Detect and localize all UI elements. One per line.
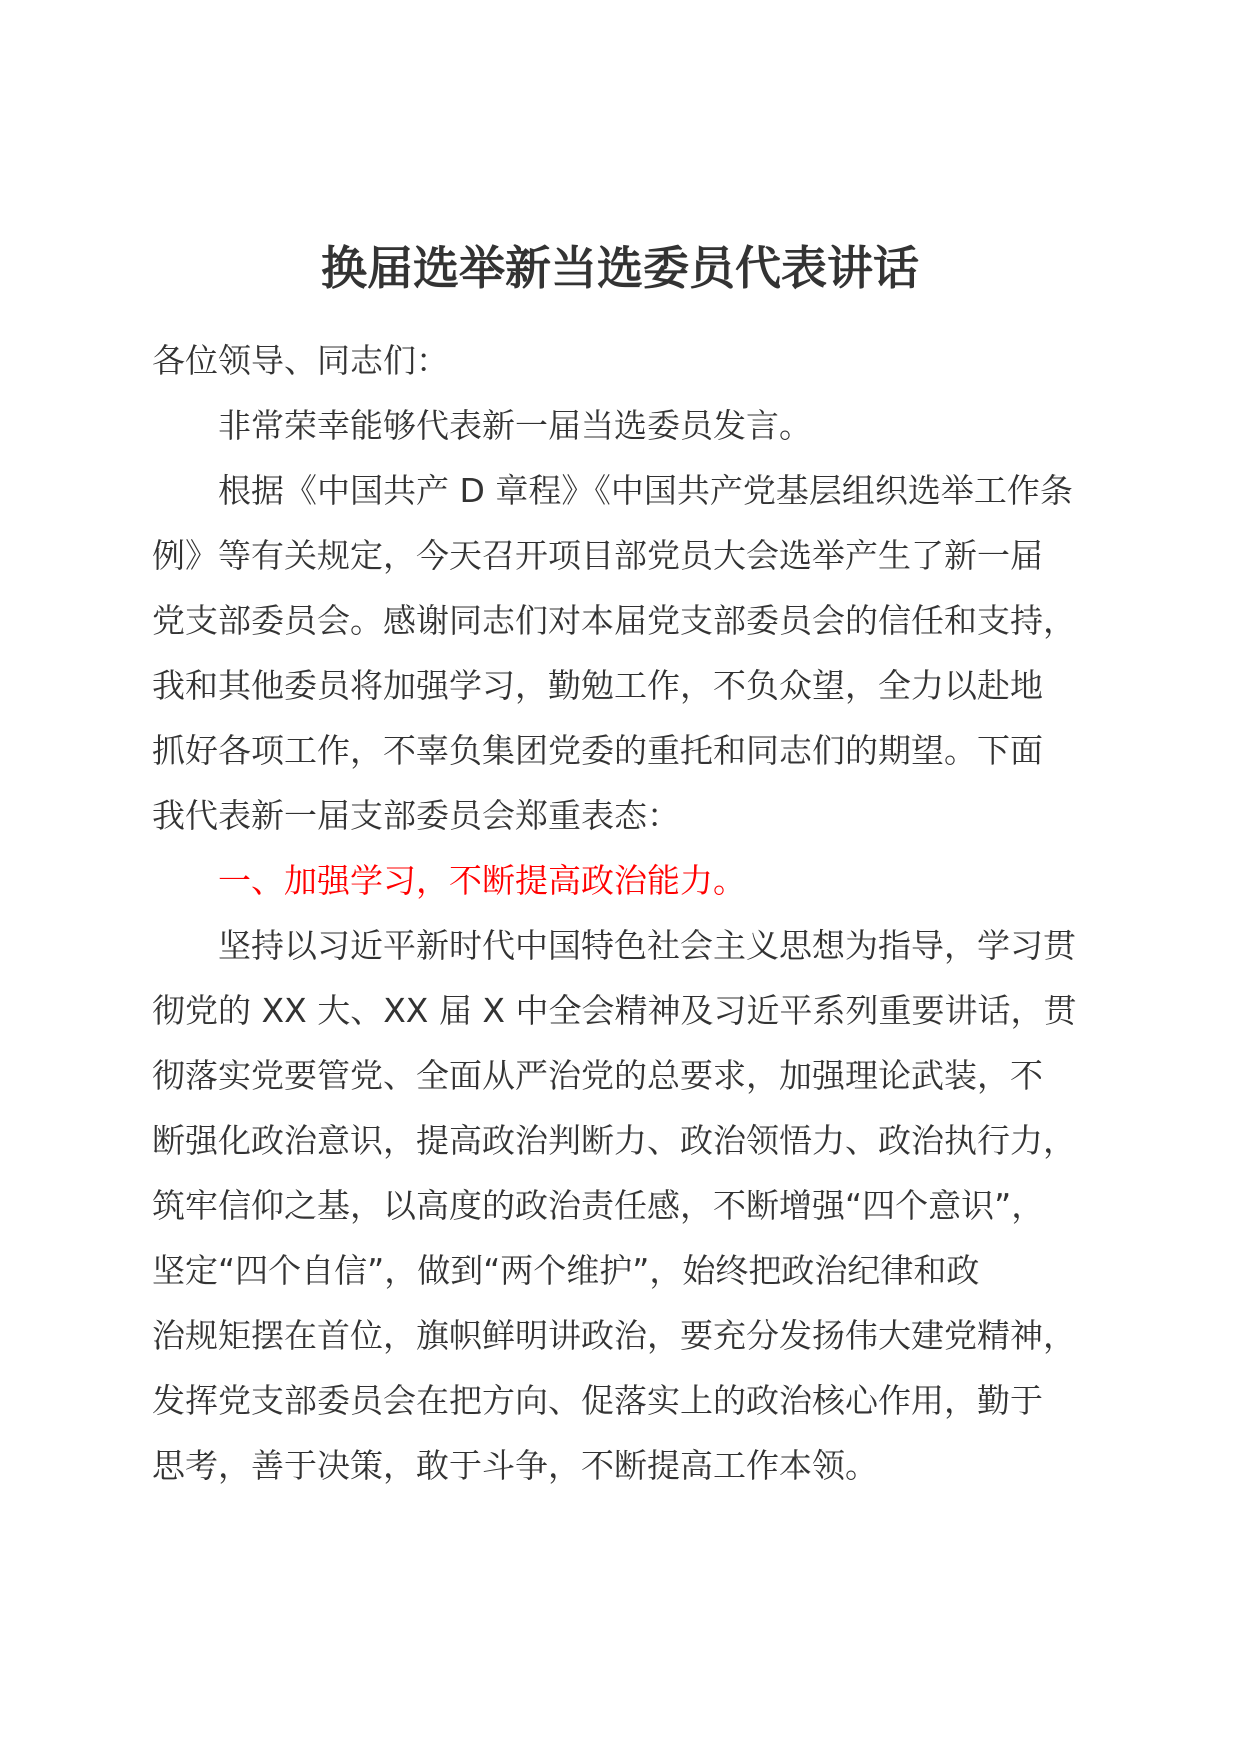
section-heading-1: 一、加强学习，不断提高政治能力。 xyxy=(218,861,746,900)
paragraph-line: 抓好各项工作，不辜负集团党委的重托和同志们的期望。下面 xyxy=(152,731,1043,770)
paragraph-line: 我和其他委员将加强学习，勤勉工作，不负众望，全力以赴地 xyxy=(152,666,1043,705)
document-title: 换届选举新当选委员代表讲话 xyxy=(321,241,919,295)
paragraph-line: 治规矩摆在首位，旗帜鲜明讲政治，要充分发扬伟大建党精神， xyxy=(152,1316,1076,1355)
paragraph-line: 彻党的 XX 大、XX 届 X 中全会精神及习近平系列重要讲话，贯 xyxy=(152,991,1077,1030)
paragraph-line: 根据《中国共产 D 章程》《中国共产党基层组织选举工作条 xyxy=(218,471,1073,510)
paragraph-line: 坚定“四个自信”，做到“两个维护”，始终把政治纪律和政 xyxy=(152,1251,980,1290)
paragraph-line: 断强化政治意识，提高政治判断力、政治领悟力、政治执行力， xyxy=(152,1121,1076,1160)
paragraph-line: 例》等有关规定，今天召开项目部党员大会选举产生了新一届 xyxy=(152,536,1043,575)
paragraph-line: 我代表新一届支部委员会郑重表态： xyxy=(152,796,680,835)
paragraph-line: 思考，善于决策，敢于斗争，不断提高工作本领。 xyxy=(152,1446,878,1485)
paragraph-section-1 xyxy=(152,913,1112,1498)
paragraph-line: 坚持以习近平新时代中国特色社会主义思想为指导，学习贯 xyxy=(218,926,1076,965)
document-body xyxy=(152,328,1112,1498)
paragraph-line: 发挥党支部委员会在把方向、促落实上的政治核心作用，勤于 xyxy=(152,1381,1043,1420)
paragraph-line: 彻落实党要管党、全面从严治党的总要求，加强理论武装，不 xyxy=(152,1056,1043,1095)
paragraph-line: 党支部委员会。感谢同志们对本届党支部委员会的信任和支持， xyxy=(152,601,1076,640)
paragraph-opening: 非常荣幸能够代表新一届当选委员发言。 xyxy=(218,406,812,445)
paragraph-line: 筑牢信仰之基，以高度的政治责任感，不断增强“四个意识”， xyxy=(152,1186,1045,1225)
salutation: 各位领导、同志们： xyxy=(152,341,449,380)
paragraph-background xyxy=(152,458,1112,848)
